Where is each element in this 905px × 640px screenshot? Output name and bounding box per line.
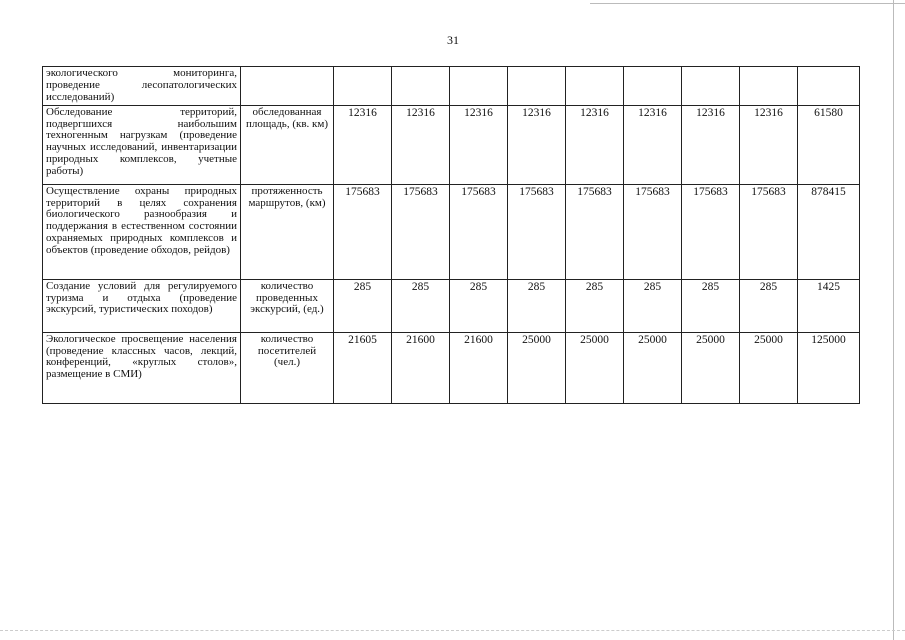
table-body	[43, 67, 860, 404]
value-cell: 285	[334, 279, 392, 332]
value-cell: 175683	[624, 184, 682, 279]
value-cell: 175683	[566, 184, 624, 279]
value-cell	[682, 67, 740, 106]
value-cell: 285	[566, 279, 624, 332]
value-cell	[392, 67, 450, 106]
value-cell: 285	[682, 279, 740, 332]
activity-cell: экологического мониторинга, проведение лесопатологических исследований)	[43, 67, 241, 106]
value-cell: 12316	[740, 105, 798, 184]
value-cell: 12316	[334, 105, 392, 184]
value-cell: 21600	[392, 332, 450, 403]
value-cell: 175683	[334, 184, 392, 279]
activity-cell: Экологическое просвещение населения (проведение классных часов, лекций, конференций, «круглых столов», размещение в СМИ)	[43, 332, 241, 403]
value-cell: 25000	[682, 332, 740, 403]
value-cell: 12316	[566, 105, 624, 184]
activity-cell: Создание условий для регулируемого туризма и отдыха (проведение экскурсий, туристических походов)	[43, 279, 241, 332]
value-cell: 25000	[624, 332, 682, 403]
indicator-cell	[241, 67, 334, 106]
page-number: 31	[447, 33, 459, 47]
value-cell: 175683	[508, 184, 566, 279]
table-row	[43, 67, 860, 106]
value-cell: 25000	[566, 332, 624, 403]
table-row	[43, 279, 860, 332]
table-row	[43, 184, 860, 279]
activity-cell: Осуществление охраны природных территорий в целях сохранения биологического разнообразия и поддержания в естественном состоянии охраняемых природных комплексов и объектов (проведение обходов, рейдов)	[43, 184, 241, 279]
data-table	[42, 66, 860, 404]
value-cell: 175683	[450, 184, 508, 279]
activity-cell: Обследование территорий, подвергшихся наибольшим техногенным нагрузкам (проведение научных исследований, инвентаризации природных комплексов, учетные работы)	[43, 105, 241, 184]
table-row	[43, 332, 860, 403]
total-cell: 1425	[798, 279, 860, 332]
value-cell: 25000	[740, 332, 798, 403]
scan-edge-right	[893, 0, 894, 640]
total-cell	[798, 67, 860, 106]
value-cell: 25000	[508, 332, 566, 403]
value-cell: 285	[392, 279, 450, 332]
value-cell: 12316	[682, 105, 740, 184]
indicator-cell: количество посетителей (чел.)	[241, 332, 334, 403]
indicator-cell: обследованная площадь, (кв. км)	[241, 105, 334, 184]
scan-edge-top	[590, 3, 905, 4]
value-cell: 285	[508, 279, 566, 332]
value-cell: 285	[450, 279, 508, 332]
total-cell: 878415	[798, 184, 860, 279]
value-cell	[334, 67, 392, 106]
value-cell	[508, 67, 566, 106]
value-cell: 12316	[508, 105, 566, 184]
scan-edge-bottom	[0, 630, 905, 631]
value-cell	[566, 67, 624, 106]
indicator-cell: протяженность маршрутов, (км)	[241, 184, 334, 279]
value-cell	[740, 67, 798, 106]
value-cell: 285	[624, 279, 682, 332]
value-cell: 175683	[682, 184, 740, 279]
value-cell	[624, 67, 682, 106]
value-cell: 21600	[450, 332, 508, 403]
value-cell: 12316	[392, 105, 450, 184]
total-cell: 125000	[798, 332, 860, 403]
table-row	[43, 105, 860, 184]
value-cell: 12316	[624, 105, 682, 184]
total-cell: 61580	[798, 105, 860, 184]
value-cell: 285	[740, 279, 798, 332]
value-cell: 12316	[450, 105, 508, 184]
indicator-cell: количество проведенных экскурсий, (ед.)	[241, 279, 334, 332]
value-cell	[450, 67, 508, 106]
value-cell: 21605	[334, 332, 392, 403]
value-cell: 175683	[740, 184, 798, 279]
value-cell: 175683	[392, 184, 450, 279]
